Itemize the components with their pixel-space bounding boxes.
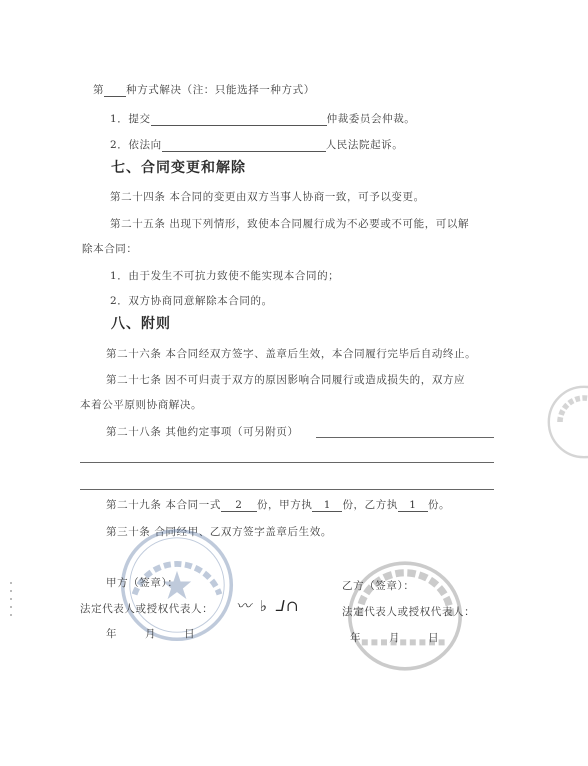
arbitration-method-line [93, 82, 315, 97]
article-29-p4: 份。 [427, 499, 451, 511]
party-a-signature-icon: 〰 ♭ ⅃∩ [236, 597, 301, 615]
copies-total[interactable]: 2 [221, 499, 257, 512]
copies-party-b[interactable]: 1 [398, 499, 428, 512]
article-29-p2: 份，甲方执 [256, 499, 313, 511]
article-25-line-2: 除本合同： [82, 243, 138, 255]
arbitration-method-blank[interactable] [104, 84, 126, 97]
arbitration-committee-blank[interactable] [151, 113, 327, 126]
termination-item-1: 1．由于发生不可抗力致使不能实现本合同的； [110, 270, 340, 282]
party-b-label: 乙方（签章）： [342, 580, 415, 592]
option-1-line [110, 111, 415, 126]
article-26: 第二十六条 本合同经双方签字、盖章后生效，本合同履行完毕后自动终止。 [106, 348, 477, 360]
article-27-line-2: 本着公平原则协商解决。 [80, 399, 203, 411]
article-24: 第二十四条 本合同的变更由双方当事人协商一致，可予以变更。 [110, 191, 425, 203]
party-a-representative: 法定代表人或授权代表人： [80, 603, 214, 615]
party-b-date: 年 月 日 [350, 632, 440, 644]
scan-artifact-left [10, 582, 12, 622]
copies-party-a[interactable]: 1 [312, 499, 342, 512]
article-27-line-1: 第二十七条 因不可归责于双方的原因影响合同履行或造成损失的，双方应 [106, 374, 466, 386]
other-terms-blank-1[interactable] [316, 437, 494, 438]
party-b-representative: 法定代表人或授权代表人： [342, 606, 476, 618]
edge-seal-fragment-icon [544, 382, 588, 462]
termination-item-2: 2．双方协商同意解除本合同的。 [110, 295, 273, 307]
arbitration-suffix: 种方式解决（注：只能选择一种方式） [126, 84, 315, 96]
article-28-text: 第二十八条 其他约定事项（可另附页） [106, 426, 299, 438]
option-1-label: 1．提交 [110, 113, 151, 125]
article-25-line-1: 第二十五条 出现下列情形，致使本合同履行成为不必要或不可能，可以解 [110, 218, 470, 230]
party-a-date: 年 月 日 [106, 628, 196, 640]
article-30: 第三十条 合同经甲、乙双方签字盖章后生效。 [106, 526, 332, 538]
party-a-label: 甲方（签章）： [106, 577, 179, 589]
other-terms-blank-2[interactable] [80, 462, 494, 463]
article-28 [106, 424, 299, 439]
arbitration-prefix: 第 [93, 84, 105, 96]
article-29 [106, 497, 450, 512]
section-8-heading: 八、附则 [111, 316, 171, 332]
option-2-line [110, 137, 403, 152]
option-2-suffix: 人民法院起诉。 [325, 139, 404, 151]
article-29-p1: 第二十九条 本合同一式 [106, 499, 221, 511]
option-2-label: 2．依法向 [110, 139, 162, 151]
section-7-heading: 七、合同变更和解除 [111, 160, 246, 176]
option-1-suffix: 仲裁委员会仲裁。 [326, 113, 416, 125]
other-terms-blank-3[interactable] [80, 489, 494, 490]
article-29-p3: 份，乙方执 [342, 499, 398, 511]
court-blank[interactable] [162, 139, 326, 152]
